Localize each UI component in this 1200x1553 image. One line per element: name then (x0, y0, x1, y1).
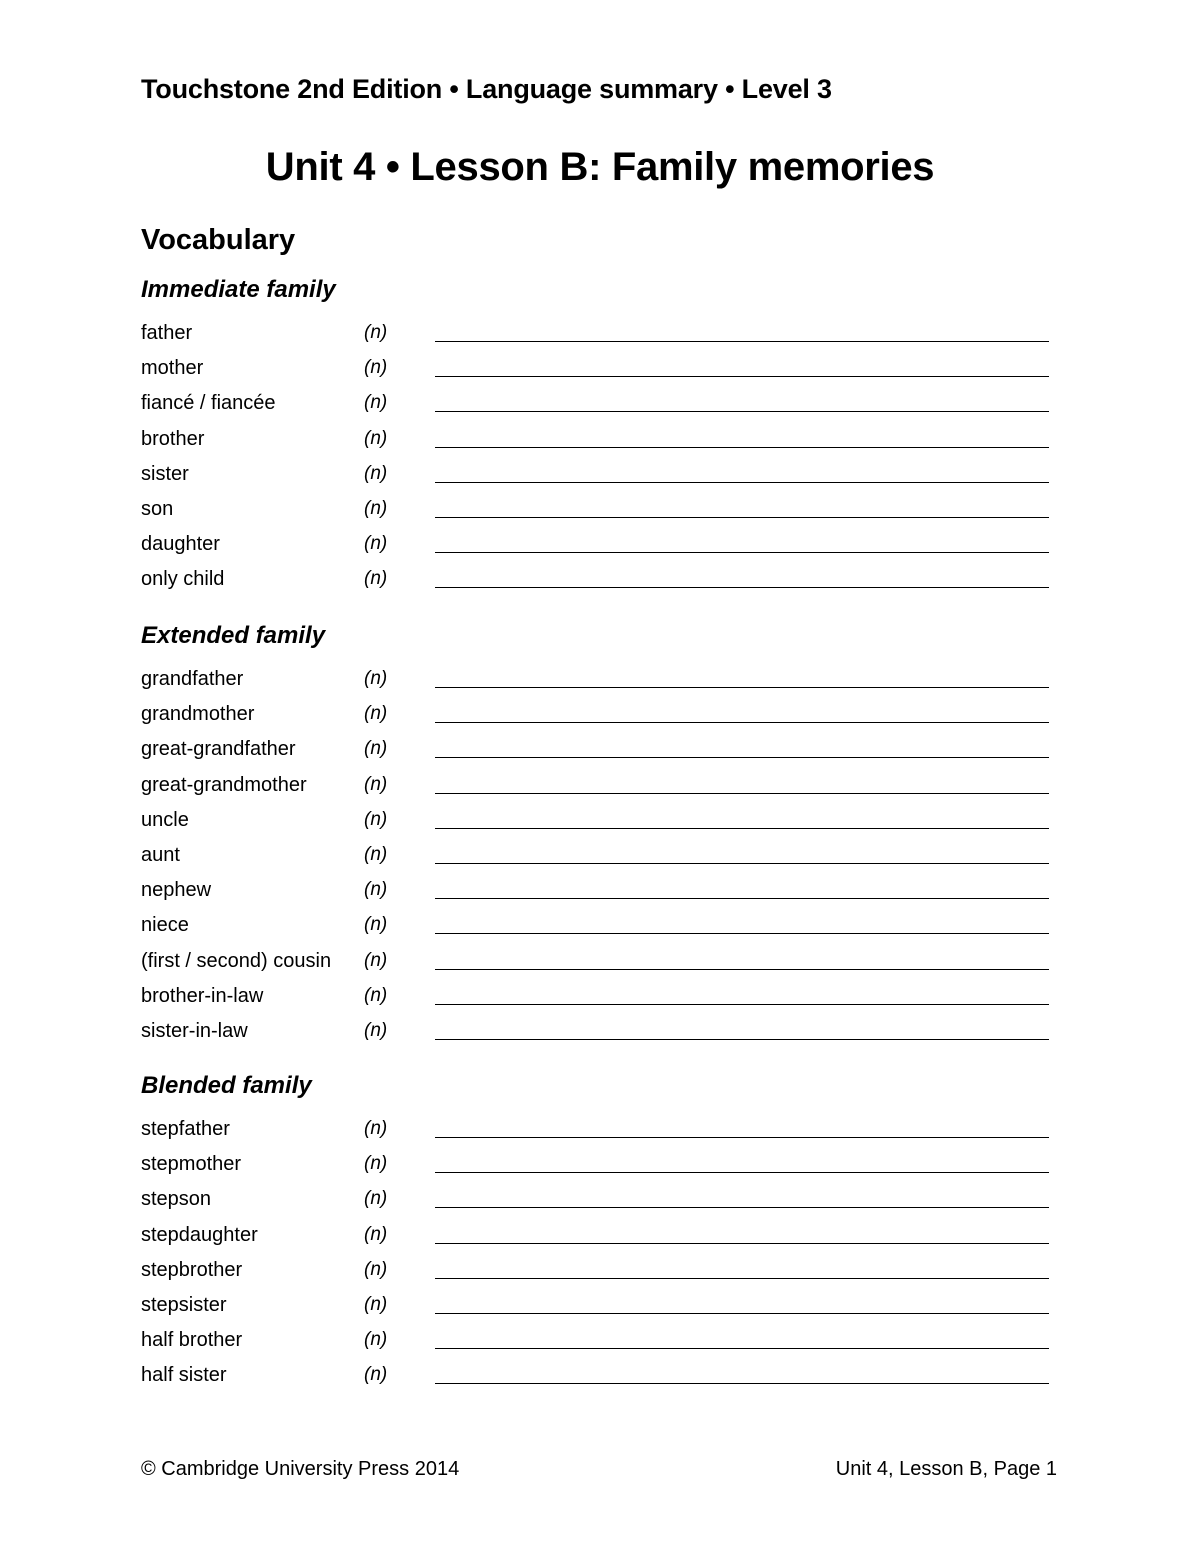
part-of-speech: (n) (364, 1258, 388, 1280)
answer-line (435, 793, 1049, 794)
vocabulary-row (141, 773, 1049, 808)
vocabulary-word: son (141, 498, 174, 520)
section-heading-vocabulary: Vocabulary (141, 224, 296, 256)
vocabulary-word: niece (141, 914, 189, 937)
vocabulary-row (141, 391, 1049, 426)
part-of-speech: (n) (364, 1223, 388, 1245)
answer-line (435, 933, 1049, 934)
footer-copyright: © Cambridge University Press 2014 (141, 1458, 460, 1480)
vocabulary-row (141, 843, 1049, 878)
vocabulary-row (141, 497, 1049, 532)
answer-line (435, 482, 1049, 483)
answer-line (435, 552, 1049, 553)
series-header: Touchstone 2nd Edition • Language summary • Level 3 (141, 74, 832, 104)
answer-line (435, 341, 1049, 342)
part-of-speech: (n) (364, 879, 388, 901)
vocabulary-word: stepbrother (141, 1258, 243, 1281)
part-of-speech: (n) (364, 738, 388, 760)
page-title: Unit 4 • Lesson B: Family memories (265, 145, 935, 189)
answer-line (435, 1278, 1049, 1279)
part-of-speech: (n) (364, 498, 388, 519)
vocabulary-word: half brother (141, 1329, 243, 1352)
part-of-speech: (n) (364, 1020, 388, 1041)
vocabulary-word: great-grandmother (141, 773, 307, 796)
vocabulary-row (141, 1019, 1049, 1054)
group-title: Immediate family (141, 276, 336, 303)
answer-line (435, 722, 1049, 723)
vocabulary-word: stepson (141, 1188, 212, 1211)
vocabulary-row (141, 1187, 1049, 1222)
vocabulary-word: stepfather (141, 1118, 230, 1140)
answer-line (435, 587, 1049, 588)
part-of-speech: (n) (364, 984, 388, 1006)
vocabulary-word: stepsister (141, 1294, 227, 1316)
vocabulary-row (141, 427, 1049, 462)
vocabulary-word: brother-in-law (141, 984, 264, 1007)
vocabulary-word: half sister (141, 1364, 227, 1387)
vocabulary-word: stepdaughter (141, 1223, 258, 1246)
vocabulary-word: sister (141, 462, 189, 485)
vocabulary-row (141, 949, 1049, 984)
part-of-speech: (n) (364, 773, 388, 795)
part-of-speech: (n) (364, 949, 388, 971)
part-of-speech: (n) (364, 322, 388, 343)
vocabulary-word: (first / second) cousin (141, 949, 332, 972)
answer-line (435, 1004, 1049, 1005)
vocabulary-row (141, 913, 1049, 948)
answer-line (435, 411, 1049, 412)
answer-line (435, 687, 1049, 688)
vocabulary-row (141, 667, 1049, 702)
group-title: Extended family (141, 622, 326, 649)
vocabulary-row (141, 1223, 1049, 1258)
part-of-speech: (n) (364, 703, 388, 725)
vocabulary-word: sister-in-law (141, 1020, 248, 1042)
part-of-speech: (n) (364, 1188, 388, 1210)
vocabulary-row (141, 878, 1049, 913)
vocabulary-word: father (141, 322, 193, 344)
answer-line (435, 1137, 1049, 1138)
part-of-speech: (n) (364, 1364, 388, 1386)
vocabulary-row (141, 1363, 1049, 1398)
part-of-speech: (n) (364, 844, 388, 865)
answer-line (435, 898, 1049, 899)
vocabulary-row (141, 1258, 1049, 1293)
answer-line (435, 863, 1049, 864)
vocabulary-row (141, 1328, 1049, 1363)
part-of-speech: (n) (364, 914, 388, 936)
answer-line (435, 1207, 1049, 1208)
part-of-speech: (n) (364, 568, 388, 590)
vocabulary-word: nephew (141, 879, 212, 902)
vocabulary-word: daughter (141, 533, 220, 556)
answer-line (435, 1383, 1049, 1384)
vocabulary-row (141, 567, 1049, 602)
vocabulary-word: fiancé / fiancée (141, 392, 276, 415)
answer-line (435, 1172, 1049, 1173)
part-of-speech: (n) (364, 1329, 388, 1351)
part-of-speech: (n) (364, 427, 388, 449)
vocabulary-word: great-grandfather (141, 738, 296, 761)
answer-line (435, 1313, 1049, 1314)
part-of-speech: (n) (364, 668, 388, 689)
part-of-speech: (n) (364, 808, 388, 830)
vocabulary-row (141, 532, 1049, 567)
part-of-speech: (n) (364, 392, 388, 414)
vocabulary-word: brother (141, 427, 205, 450)
vocabulary-row (141, 356, 1049, 391)
vocabulary-word: grandmother (141, 703, 255, 726)
answer-line (435, 447, 1049, 448)
vocabulary-word: aunt (141, 844, 180, 866)
part-of-speech: (n) (364, 1294, 388, 1315)
group-title: Blended family (141, 1072, 312, 1099)
vocabulary-row (141, 737, 1049, 772)
vocabulary-row (141, 984, 1049, 1019)
footer-page-reference: Unit 4, Lesson B, Page 1 (835, 1458, 1057, 1480)
vocabulary-word: only child (141, 568, 225, 591)
vocabulary-row (141, 808, 1049, 843)
answer-line (435, 828, 1049, 829)
answer-line (435, 969, 1049, 970)
answer-line (435, 1243, 1049, 1244)
answer-line (435, 1039, 1049, 1040)
vocabulary-word: mother (141, 357, 204, 380)
vocabulary-word: uncle (141, 808, 189, 831)
part-of-speech: (n) (364, 462, 388, 484)
vocabulary-word: grandfather (141, 668, 244, 690)
answer-line (435, 376, 1049, 377)
vocabulary-row (141, 462, 1049, 497)
vocabulary-row (141, 1117, 1049, 1152)
part-of-speech: (n) (364, 1153, 388, 1175)
vocabulary-row (141, 321, 1049, 356)
vocabulary-row (141, 1293, 1049, 1328)
vocabulary-word: stepmother (141, 1153, 242, 1176)
answer-line (435, 757, 1049, 758)
part-of-speech: (n) (364, 357, 388, 379)
answer-line (435, 517, 1049, 518)
answer-line (435, 1348, 1049, 1349)
vocabulary-row (141, 702, 1049, 737)
part-of-speech: (n) (364, 1118, 388, 1139)
part-of-speech: (n) (364, 533, 388, 555)
vocabulary-row (141, 1152, 1049, 1187)
